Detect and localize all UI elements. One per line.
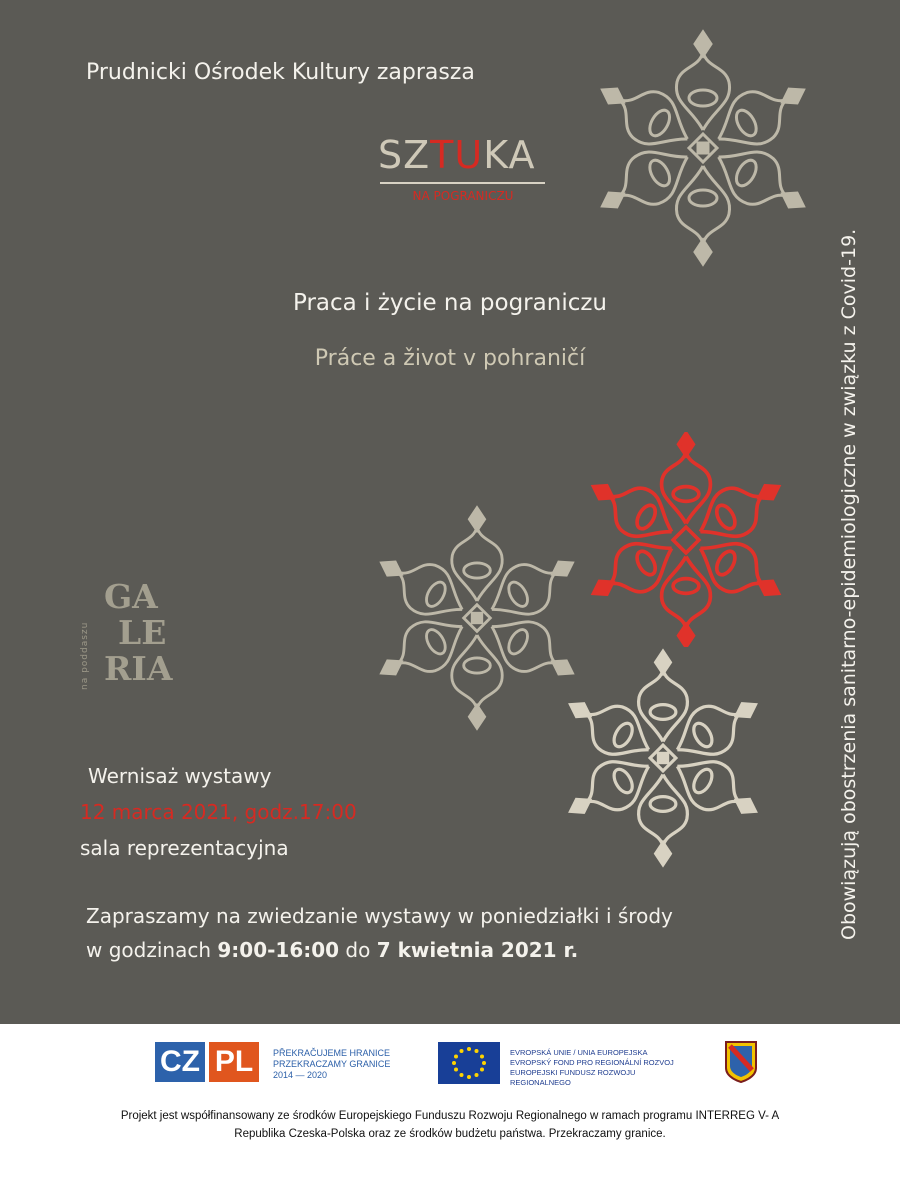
vernissage-date: 12 marca 2021, godz.17:00 xyxy=(80,800,357,824)
vernissage-label: Wernisaż wystawy xyxy=(88,764,272,788)
invitation-end-date: 7 kwietnia 2021 r. xyxy=(376,938,579,962)
coat-of-arms-icon xyxy=(724,1040,758,1084)
logo-underline xyxy=(380,182,545,184)
czpl-line1: PŘEKRAČUJEME HRANICE xyxy=(273,1048,391,1058)
czpl-box-cz: CZ xyxy=(155,1042,205,1082)
funding-note-line1: Projekt jest współfinansowany ze środków Europejskiego Funduszu Rozwoju Regionalnego w ramach programu INTERREG V- A xyxy=(120,1110,780,1122)
invitation-line1: Zapraszamy na zwiedzanie wystawy w poniedziałki i środy xyxy=(86,904,673,928)
logo-part3: KA xyxy=(483,133,536,177)
ornament-snowflake-bottom xyxy=(548,648,778,868)
czpl-logo xyxy=(155,1042,391,1082)
gallery-logo-ria: RIA xyxy=(104,649,173,688)
ornament-snowflake-red xyxy=(574,432,799,647)
host-line: Prudnicki Ośrodek Kultury zaprasza xyxy=(86,60,475,85)
eu-text xyxy=(510,1048,690,1088)
funding-note-line2: Republika Czeska-Polska oraz ze środków budżetu państwa. Przekraczamy granice. xyxy=(234,1128,666,1140)
czpl-line3: 2014 — 2020 xyxy=(273,1070,328,1080)
invitation-hours: 9:00-16:00 xyxy=(217,938,340,962)
czpl-line2: PRZEKRACZAMY GRANICE xyxy=(273,1059,391,1069)
invitation-mid: do xyxy=(339,938,377,962)
czpl-text xyxy=(273,1048,433,1081)
gallery-logo-le: LE xyxy=(118,613,167,652)
invitation-prefix: w godzinach xyxy=(86,938,218,962)
invitation-line2 xyxy=(86,938,578,962)
czpl-box-pl: PL xyxy=(209,1042,259,1082)
gallery-logo-ga: GA xyxy=(104,577,158,616)
logo-word xyxy=(378,133,536,177)
logo-part1: SZ xyxy=(378,133,431,177)
footer xyxy=(0,1024,900,1186)
eu-flag-icon xyxy=(438,1042,500,1084)
logo-part2: TU xyxy=(430,133,484,177)
ornament-snowflake-top xyxy=(578,28,828,268)
covid-notice: Obowiązują obostrzenia sanitarno-epidemiologiczne w związku z Covid-19. xyxy=(838,228,860,940)
exhibition-title-cz: Práce a život v pohraničí xyxy=(314,346,586,371)
logo-subtitle: NA POGRANICZU xyxy=(412,189,514,203)
eu-line3: EUROPEJSKI FUNDUSZ ROZWOJU REGIONALNEGO xyxy=(510,1068,636,1087)
sztuka-logo xyxy=(378,133,548,216)
exhibition-title-pl: Praca i życie na pograniczu xyxy=(292,290,607,316)
gallery-small-text: na poddaszu xyxy=(80,621,90,690)
vernissage-room: sala reprezentacyjna xyxy=(80,836,289,860)
eu-line2: EVROPSKÝ FOND PRO REGIONÁLNÍ ROZVOJ xyxy=(510,1058,674,1067)
eu-line1: EVROPSKÁ UNIE / UNIA EUROPEJSKA xyxy=(510,1048,648,1057)
